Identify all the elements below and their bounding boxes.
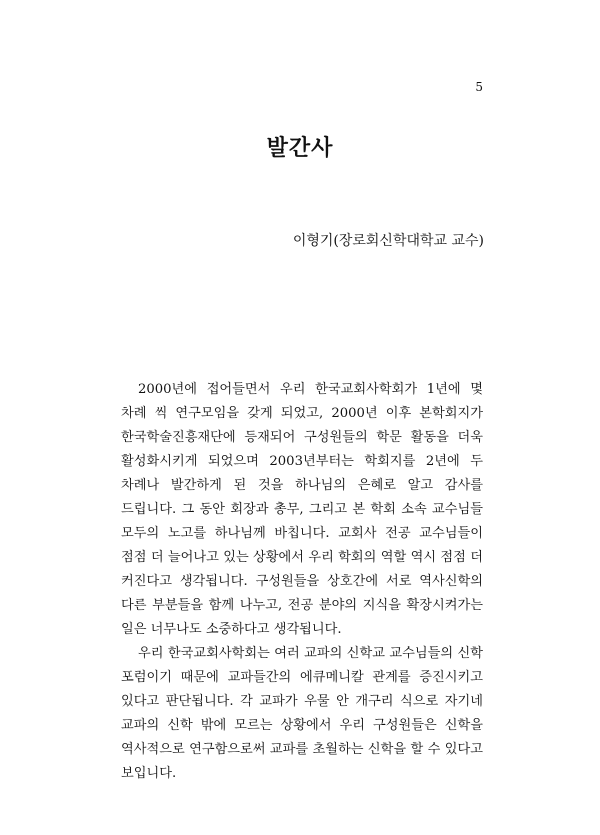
page-number: 5 <box>475 80 483 94</box>
body-text <box>121 378 483 786</box>
author-line: 이형기(장로회신학대학교 교수) <box>292 233 484 249</box>
paragraph-1: 2000년에 접어들면서 우리 한국교회사학회가 1년에 몇 차례 씩 연구모임을 갖게 되었고, 2000년 이후 본학회지가 한국학술진흥재단에 등재되어 구성원들의 학문 활동을 더욱 활성화시키게 되었으며 2003년부터는 학회지를 2년에 두 차례나 발간하게 된 것을 하나님의 은혜로 알고 감사를 드립니다. 그 동안 회장과 총무, 그리고 본 학회 소속 교수님들 모두의 노고를 하나님께 바칩니다. 교회사 전공 교수님들이 점점 더 늘어나고 있는 상황에서 우리 학회의 역할 역시 점점 더 커진다고 생각됩니다. 구성원들을 상호간에 서로 역사신학의 다른 부분들을 함께 나누고, 전공 분야의 지식을 확장시켜가는 일은 너무나도 소중하다고 생각됩니다. <box>121 382 483 637</box>
page-title: 발간사 <box>266 135 334 161</box>
paragraph-2: 우리 한국교회사학회는 여러 교파의 신학교 교수님들의 신학 포럼이기 때문에 교파들간의 에큐메니칼 관계를 증진시키고 있다고 판단됩니다. 각 교파가 우물 안 개구리 식으로 자기네 교파의 신학 밖에 모르는 상황에서 우리 구성원들은 신학을 역사적으로 연구함으로써 교파를 초월하는 신학을 할 수 있다고 보입니다. <box>121 646 483 781</box>
